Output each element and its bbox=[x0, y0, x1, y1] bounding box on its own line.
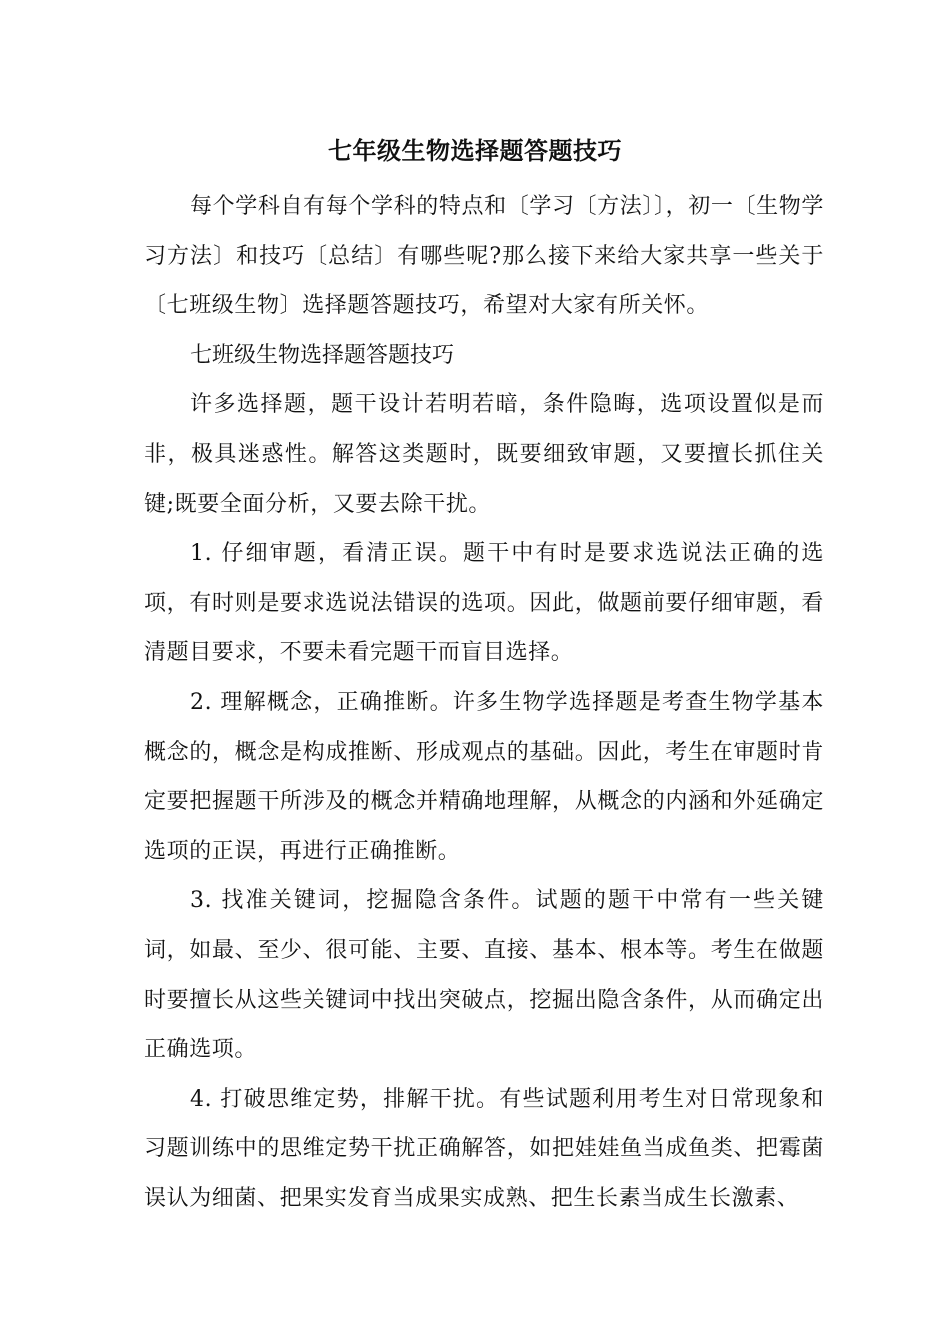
document-body bbox=[144, 182, 824, 1223]
tip-4-paragraph: 4. 打破思维定势，排解干扰。有些试题利用考生对日常现象和习题训练中的思维定势干扰正确解答，如把娃娃鱼当成鱼类、把霉菌误认为细菌、把果实发育当成果实成熟、把生长素当成生长激素、 bbox=[144, 1086, 824, 1211]
intro-paragraph: 每个学科自有每个学科的特点和〔学习〔方法〕〕，初一〔生物学习方法〕和技巧〔总结〕有哪些呢?那么接下来给大家共享一些关于〔七班级生物〕选择题答题技巧，希望对大家有所关怀。 bbox=[144, 194, 824, 319]
tip-2-paragraph: 2. 理解概念，正确推断。许多生物学选择题是考查生物学基本概念的，概念是构成推断、形成观点的基础。因此，考生在审题时肯定要把握题干所涉及的概念并精确地理解，从概念的内涵和外延确定选项的正误，再进行正确推断。 bbox=[144, 689, 824, 864]
document-title: 七年级生物选择题答题技巧 bbox=[328, 136, 622, 165]
section-heading: 七班级生物选择题答题技巧 bbox=[190, 342, 455, 368]
tip-3-paragraph: 3. 找准关键词，挖掘隐含条件。试题的题干中常有一些关键词，如最、至少、很可能、主要、直接、基本、根本等。考生在做题时要擅长从这些关键词中找出突破点，挖掘出隐含条件，从而确定出正确选项。 bbox=[144, 888, 824, 1063]
overview-paragraph: 许多选择题，题干设计若明若暗，条件隐晦，选项设置似是而非，极具迷惑性。解答这类题时，既要细致审题，又要擅长抓住关键;既要全面分析，又要去除干扰。 bbox=[144, 392, 824, 517]
tip-1-paragraph: 1. 仔细审题，看清正误。题干中有时是要求选说法正确的选项，有时则是要求选说法错误的选项。因此，做题前要仔细审题，看清题目要求，不要未看完题干而盲目选择。 bbox=[144, 541, 824, 666]
